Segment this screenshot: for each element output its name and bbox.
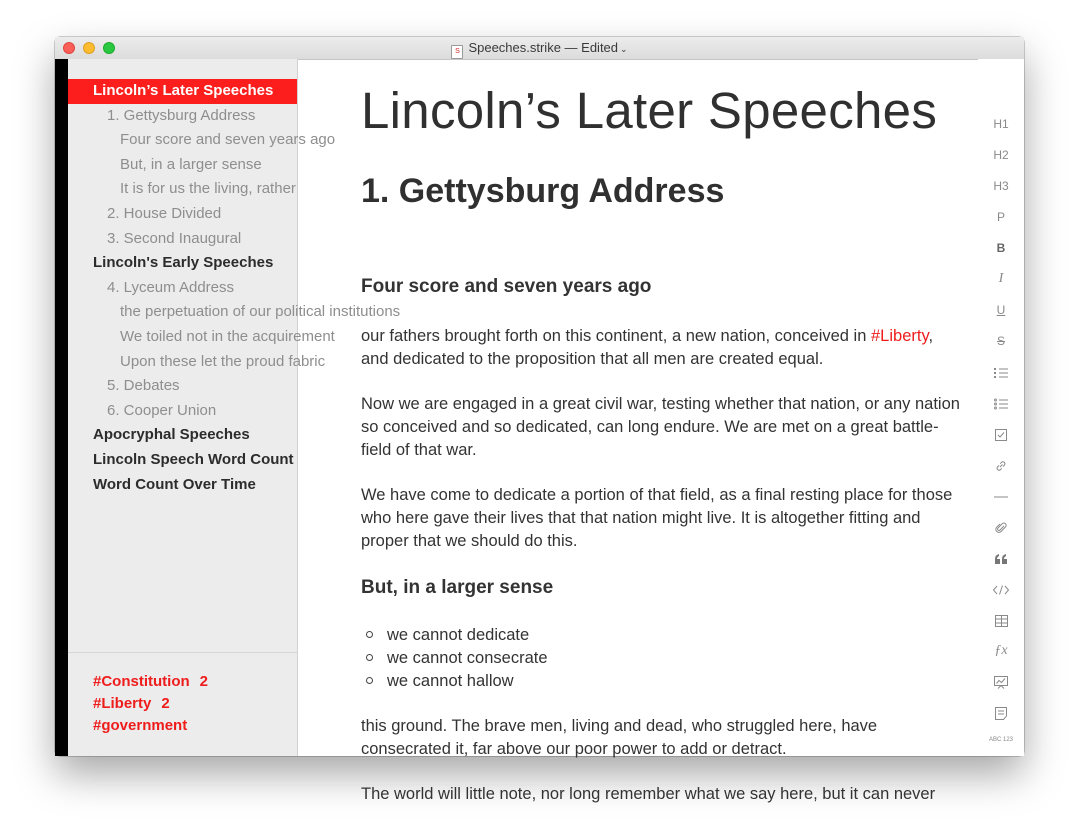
outline-item[interactable]: Lincoln Speech Word Count [93,450,294,468]
outline-item[interactable]: Word Count Over Time [93,475,256,493]
list-item[interactable] [361,670,548,693]
sidebar-divider [68,652,297,653]
outline-item[interactable]: 4. Lyceum Address [107,278,235,296]
table-icon[interactable] [986,610,1016,630]
tag-item[interactable] [93,693,208,715]
outline-item[interactable]: Lincoln's Early Speeches [93,254,274,272]
outline-item[interactable]: But, in a larger sense [120,155,262,173]
outline-item[interactable]: Four score and seven years ago [120,131,336,149]
document-title[interactable]: Lincoln’s Later Speeches [361,82,938,139]
paragraph-1-text-b: , and dedicated to the proposition that all men are created equal. [361,327,934,368]
outline-item[interactable]: We toiled not in the acquirement [120,327,335,345]
code-icon[interactable] [986,579,1016,599]
list-item-text: we cannot hallow [387,671,514,690]
heading-four-score[interactable]: Four score and seven years ago [361,276,652,297]
chevron-down-icon[interactable]: ⌄ [620,44,628,54]
paragraph-1[interactable] [361,325,961,371]
outline-item[interactable]: the perpetuation of our political institutions [120,303,401,321]
heading1-button[interactable]: H1 [993,117,1009,131]
paragraph-button[interactable]: P [996,210,1005,224]
title-bar[interactable] [55,37,1024,60]
tag-name: #government [93,717,188,734]
window-title[interactable] [55,40,1024,59]
bullet-icon [366,654,373,661]
tag-item[interactable] [93,715,208,737]
tag-list [93,671,208,737]
outline-item[interactable]: 2. House Divided [107,204,222,222]
tag-item[interactable] [93,671,208,693]
list-item[interactable] [361,624,548,647]
bullet-icon [366,677,373,684]
sidebar [68,59,401,756]
bold-button[interactable]: B [996,241,1006,255]
heading-larger-sense[interactable]: But, in a larger sense [361,577,554,598]
tag-count: 2 [199,673,208,690]
paragraph-1-text-a: our fathers brought forth on this continent, a new nation, conceived in [361,327,871,345]
tag-count: 2 [161,695,170,712]
quote-icon[interactable] [986,548,1016,568]
bullet-list[interactable] [361,624,548,692]
document-stats-icon[interactable] [986,703,1016,723]
outline-item[interactable]: 1. Gettysburg Address [107,106,256,124]
numbered-list-icon[interactable] [986,362,1016,382]
chart-icon[interactable] [986,672,1016,692]
outline-item[interactable]: It is for us the living, rather [120,180,296,198]
editor[interactable] [298,59,978,803]
outline-item[interactable]: 6. Cooper Union [107,401,217,419]
heading3-button[interactable]: H3 [993,179,1009,193]
outline-item[interactable]: Apocryphal Speeches [93,426,250,444]
underline-button[interactable]: U [996,303,1006,317]
paragraph-3[interactable]: We have come to dedicate a portion of that field, as a final resting place for those who here gave their lives that that nation might live. It is altogether fitting and proper that we should do this. [361,486,953,550]
paragraph-5[interactable]: The world will little note, nor long remember what we say here, but it can never [361,785,936,803]
outline-item[interactable]: 3. Second Inaugural [107,229,242,247]
window-title-text: Speeches.strike — Edited [468,40,619,55]
italic-button[interactable]: I [998,271,1004,286]
paragraph-2[interactable]: Now we are engaged in a great civil war, testing whether that nation, or any nation so conceived and so dedicated, can long endure. We are met on a great battle-field of that war. [361,395,960,459]
hashtag-liberty[interactable]: #Liberty [871,327,929,345]
outline-item[interactable]: 5. Debates [107,377,180,395]
paragraph-4[interactable]: this ground. The brave men, living and dead, who struggled here, have consecrated it, far above our poor power to add or detract. [361,717,878,758]
horizontal-rule-icon[interactable] [986,486,1016,506]
checkbox-icon[interactable] [986,424,1016,444]
link-icon[interactable] [986,455,1016,475]
formula-icon[interactable]: ƒx [994,643,1008,658]
list-item-text: we cannot dedicate [387,626,530,644]
strikethrough-button[interactable]: S [996,334,1005,348]
list-item[interactable] [361,647,548,670]
bullet-list-icon[interactable] [986,393,1016,413]
tag-name: #Liberty [93,695,152,712]
document-icon: S [451,45,463,59]
format-toolbar [978,59,1024,756]
heading2-button[interactable]: H2 [993,148,1009,162]
attachment-icon[interactable] [986,517,1016,537]
outline-item[interactable]: Lincoln’s Later Speeches [68,79,297,104]
tag-name: #Constitution [93,673,190,690]
word-count-icon[interactable]: ABC 123 [988,737,1013,743]
outline-item[interactable]: Upon these let the proud fabric [120,352,326,370]
heading-gettysburg[interactable]: 1. Gettysburg Address [361,172,725,210]
bullet-icon [366,631,373,638]
left-edge-bar [55,59,68,756]
outline-list [68,79,401,497]
app-window [55,37,1024,803]
list-item-text: we cannot consecrate [387,648,548,667]
